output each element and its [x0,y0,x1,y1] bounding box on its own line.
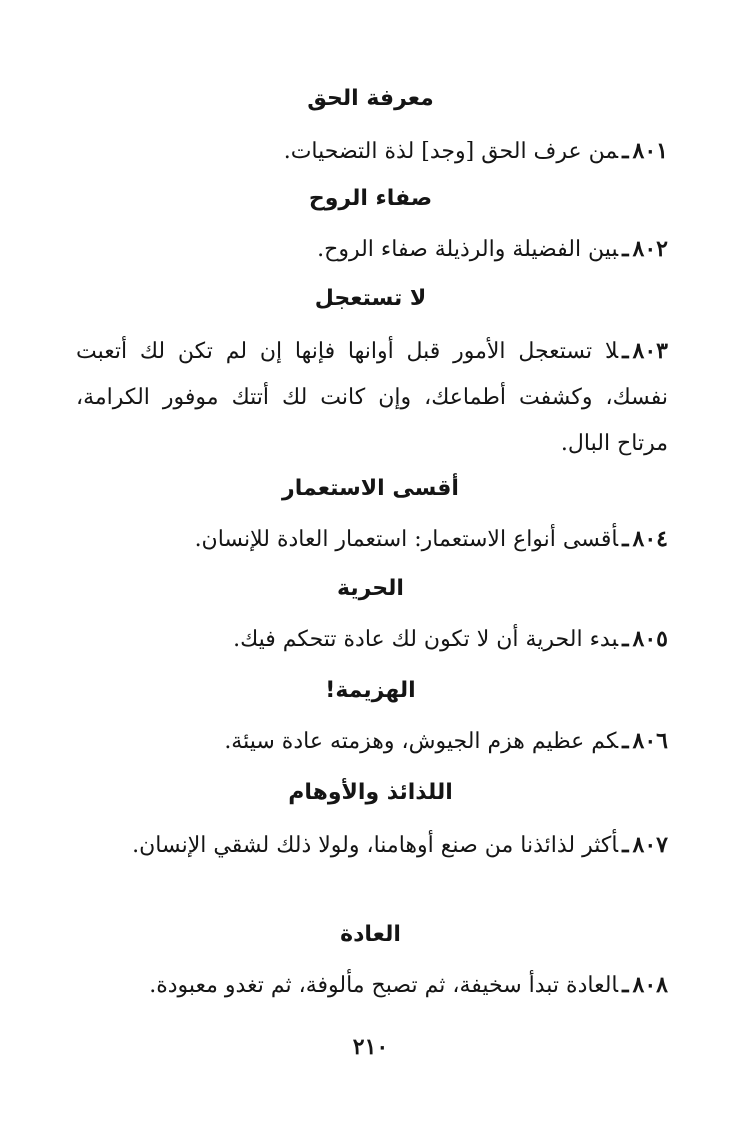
entry-number: ٨٠٣ [632,338,668,364]
entry-number: ٨٠٢ [632,236,668,262]
entry-text: أقسى أنواع الاستعمار: استعمار العادة للإنسان. [194,527,619,552]
entry-dash: ـ [622,526,629,552]
entry-number: ٨٠٤ [632,526,668,552]
entry-807 [76,822,668,869]
entry-number: ٨٠٨ [632,972,668,998]
entry-number: ٨٠٥ [632,626,668,652]
section-heading-807: اللذائذ والأوهام [288,780,453,805]
entry-text: أكثر لذائذنا من صنع أوهامنا، ولولا ذلك لشقي الإنسان. [132,833,619,858]
entry-dash: ـ [622,338,629,364]
page-number: ٢١٠ [352,1034,389,1060]
entry-number: ٨٠١ [632,138,668,164]
entry-806 [76,718,668,765]
entry-text: كم عظيم هزم الجيوش، وهزمته عادة سيئة. [224,729,619,754]
section-heading-808: العادة [340,922,401,947]
entry-dash: ـ [622,138,629,164]
entry-805 [76,616,668,663]
section-heading-806: الهزيمة! [325,678,416,703]
entry-803 [76,328,668,467]
entry-802 [76,226,668,273]
entry-dash: ـ [622,236,629,262]
entry-804 [76,516,668,563]
section-heading-801: معرفة الحق [307,86,434,111]
entry-text: بين الفضيلة والرذيلة صفاء الروح. [317,237,619,262]
entry-number: ٨٠٧ [632,832,668,858]
entry-801 [76,128,668,175]
section-heading-805: الحرية [337,576,404,601]
entry-dash: ـ [622,972,629,998]
section-heading-804: أقسى الاستعمار [282,476,459,501]
entry-text: العادة تبدأ سخيفة، ثم تصبح مألوفة، ثم تغدو معبودة. [149,973,619,998]
entry-number: ٨٠٦ [632,728,668,754]
section-heading-803: لا تستعجل [314,286,427,311]
entry-808 [76,962,668,1009]
entry-text: لا تستعجل الأمور قبل أوانها فإنها إن لم تكن لك أتعبت نفسك، وكشفت أطماعك، وإن كانت لك أتتك موفور الكرامة، مرتاح البال. [76,339,668,456]
entry-dash: ـ [622,832,629,858]
section-heading-802: صفاء الروح [308,186,433,211]
entry-text: من عرف الحق [وجد] لذة التضحيات. [283,139,619,164]
entry-dash: ـ [622,626,629,652]
entry-text: بدء الحرية أن لا تكون لك عادة تتحكم فيك. [233,627,619,652]
entry-dash: ـ [622,728,629,754]
